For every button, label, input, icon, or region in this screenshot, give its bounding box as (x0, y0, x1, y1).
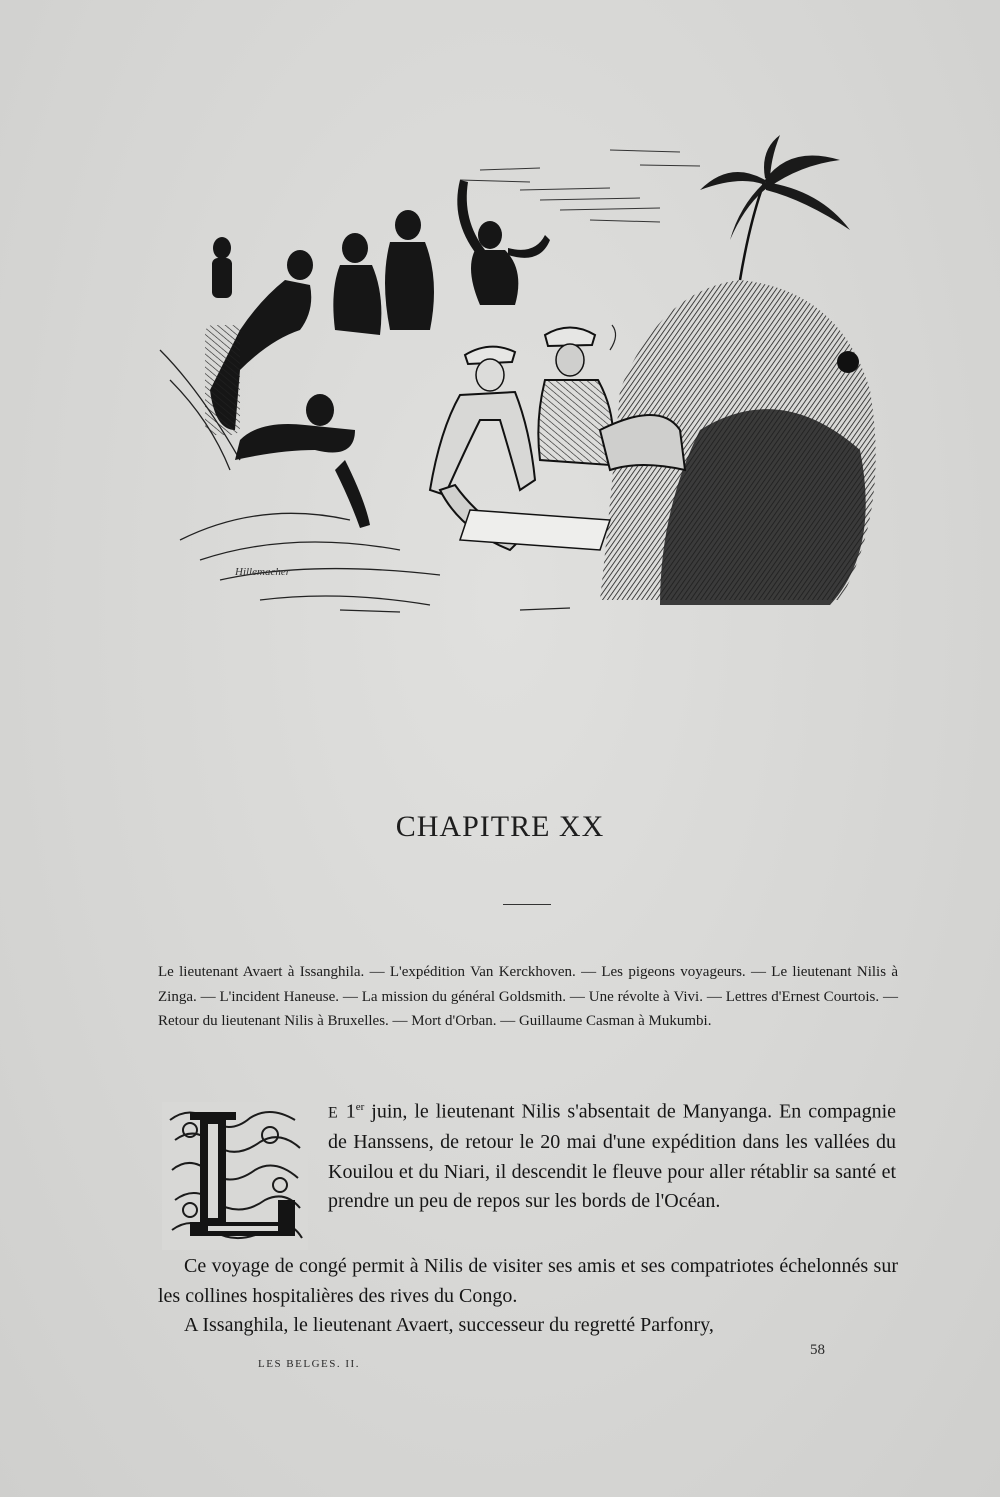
paragraph-2: Ce voyage de congé permit à Nilis de visiter ses amis et ses compatriotes échelonnés sur les collines hospitalières des rives du Congo. (158, 1255, 898, 1307)
first-paragraph-text: juin, le lieutenant Nilis s'absentait de Manyanga. En compagnie de Hanssens, de retour le 20 mai d'une expédition dans les vallées du Kouilou et du Niari, il descendit le fleuve pour aller rétablir sa santé et prendre un peu de repos sur les bords de l'Océan. (328, 1100, 896, 1213)
lead-ordinal: 1 (345, 1100, 356, 1123)
chapter-illustration (140, 130, 900, 620)
lead-ordinal-suffix: er (355, 1101, 365, 1113)
ornamental-letter-l-icon (160, 1100, 310, 1252)
ornamental-drop-cap (160, 1100, 310, 1252)
paragraph-3: A Issanghila, le lieutenant Avaert, successeur du regretté Parfonry, (184, 1314, 714, 1336)
chapter-title: CHAPITRE XX (395, 810, 605, 843)
running-title: LES BELGES. II. (258, 1358, 360, 1370)
chapter-summary: Le lieutenant Avaert à Issanghila. — L'expédition Van Kerckhoven. — Les pigeons voyageurs. — Le lieutenant Nilis à Zinga. — L'incident Haneuse. — La mission du général Goldsmith. — Une révolte à Vivi. — Lettres d'Ernest Courtois. — Retour du lieutenant Nilis à Bruxelles. — Mort d'Orban. — Guillaume Casman à Mukumbi. (158, 964, 898, 1029)
engraving-illustration-icon (140, 130, 900, 620)
signature-number: 58 (810, 1342, 825, 1358)
title-rule (503, 904, 551, 905)
first-paragraph (328, 1093, 896, 1217)
lead-smallcap: E (328, 1104, 339, 1122)
artist-signature: Hillemacher (235, 566, 290, 578)
